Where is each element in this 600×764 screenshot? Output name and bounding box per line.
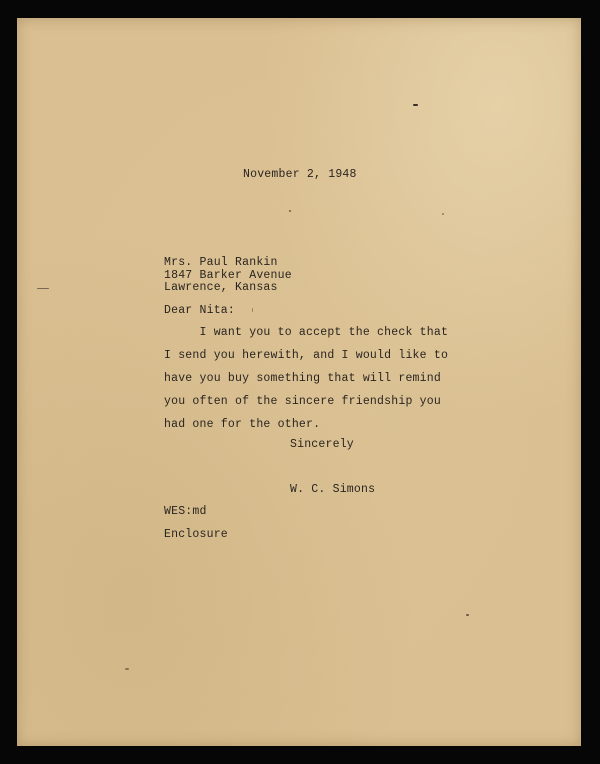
salutation: Dear Nita: [164,304,236,317]
paper-speck [442,213,444,215]
paper-speck [413,104,418,106]
body-line: had one for the other. [164,418,321,431]
letter-page [17,18,581,746]
paper-speck [289,210,291,212]
enclosure-note: Enclosure [164,528,228,541]
letter-date: November 2, 1948 [243,168,357,181]
body-line: I send you herewith, and I would like to [164,349,449,362]
paper-speck [37,288,49,289]
signature-name: W. C. Simons [290,483,376,496]
recipient-street: 1847 Barker Avenue [164,269,292,282]
paper-speck [466,614,469,616]
body-line: have you buy something that will remind [164,372,441,385]
closing: Sincerely [290,438,354,451]
recipient-name: Mrs. Paul Rankin [164,256,278,269]
body-line: I want you to accept the check that [164,326,449,339]
typist-initials: WES:md [164,505,207,518]
body-line: you often of the sincere friendship you [164,395,441,408]
paper-speck [125,668,129,670]
recipient-city: Lawrence, Kansas [164,281,278,294]
paper-speck [252,308,253,312]
